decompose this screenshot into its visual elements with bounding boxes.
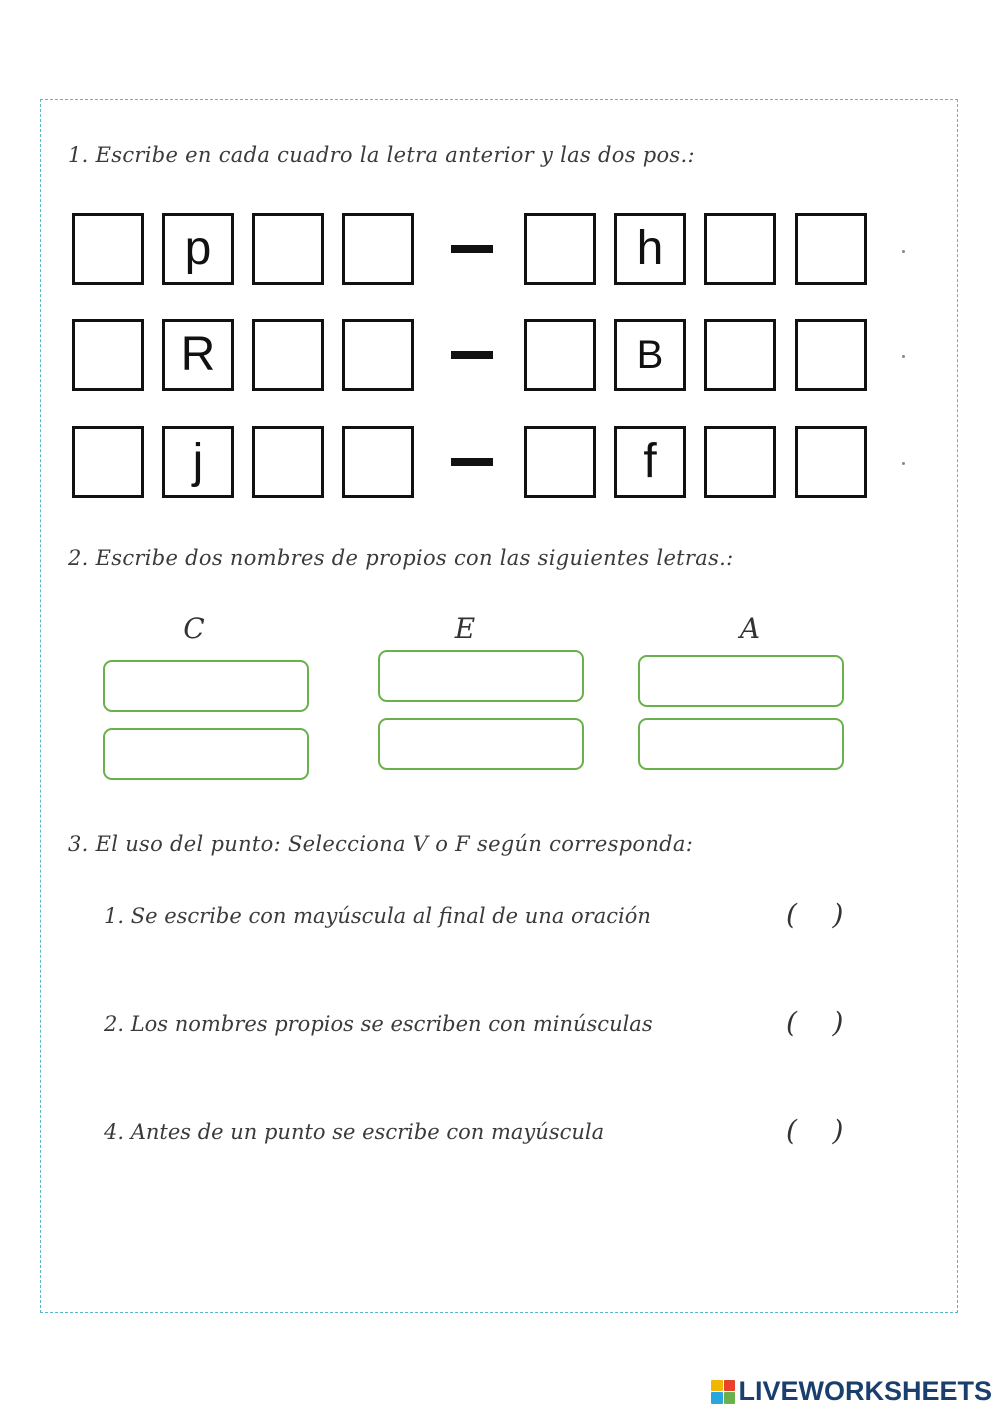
answer-field-1[interactable]: ( ) xyxy=(786,898,844,931)
dot-mark xyxy=(902,462,905,465)
letter-box[interactable] xyxy=(342,213,414,285)
letter-box[interactable] xyxy=(342,426,414,498)
letter-box-given: h xyxy=(614,213,686,285)
column-letter-c: C xyxy=(183,612,205,645)
letter-box[interactable] xyxy=(252,213,324,285)
letter-box-given: R xyxy=(162,319,234,391)
letter-box-given: j xyxy=(162,426,234,498)
letter-box[interactable] xyxy=(72,426,144,498)
answer-field-3[interactable]: ( ) xyxy=(786,1114,844,1147)
name-input-c-2[interactable] xyxy=(103,728,309,780)
dot-mark xyxy=(902,250,905,253)
brand-name: LIVEWORKSHEETS xyxy=(738,1376,992,1406)
letter-box-given: p xyxy=(162,213,234,285)
column-letter-a: A xyxy=(739,612,761,645)
section1-heading: 1. Escribe en cada cuadro la letra anterior y las dos pos.: xyxy=(68,143,695,167)
name-input-c-1[interactable] xyxy=(103,660,309,712)
dot-mark xyxy=(902,355,905,358)
letter-box[interactable] xyxy=(704,426,776,498)
answer-field-2[interactable]: ( ) xyxy=(786,1006,844,1039)
letter-box[interactable] xyxy=(72,319,144,391)
dash-separator xyxy=(451,351,493,359)
liveworksheets-logo xyxy=(711,1376,992,1407)
letter-box[interactable] xyxy=(72,213,144,285)
statement-3: 4. Antes de un punto se escribe con mayúscula xyxy=(104,1120,605,1144)
letter-box[interactable] xyxy=(524,426,596,498)
letter-box[interactable] xyxy=(795,213,867,285)
name-input-e-2[interactable] xyxy=(378,718,584,770)
letter-box[interactable] xyxy=(252,426,324,498)
letter-box[interactable] xyxy=(524,213,596,285)
letter-box[interactable] xyxy=(252,319,324,391)
logo-mark-icon xyxy=(711,1380,735,1404)
section3-heading: 3. El uso del punto: Selecciona V o F según corresponda: xyxy=(68,832,694,856)
column-letter-e: E xyxy=(454,612,476,645)
letter-box[interactable] xyxy=(795,426,867,498)
letter-box[interactable] xyxy=(524,319,596,391)
letter-box[interactable] xyxy=(704,213,776,285)
dash-separator xyxy=(451,458,493,466)
name-input-a-1[interactable] xyxy=(638,655,844,707)
statement-1: 1. Se escribe con mayúscula al final de una oración xyxy=(104,904,651,928)
dash-separator xyxy=(451,245,493,253)
name-input-e-1[interactable] xyxy=(378,650,584,702)
letter-box[interactable] xyxy=(795,319,867,391)
letter-box-given: B xyxy=(614,319,686,391)
statement-2: 2. Los nombres propios se escriben con minúsculas xyxy=(104,1012,653,1036)
letter-box-given: f xyxy=(614,426,686,498)
name-input-a-2[interactable] xyxy=(638,718,844,770)
letter-box[interactable] xyxy=(342,319,414,391)
section2-heading: 2. Escribe dos nombres de propios con las siguientes letras.: xyxy=(68,546,734,570)
letter-box[interactable] xyxy=(704,319,776,391)
